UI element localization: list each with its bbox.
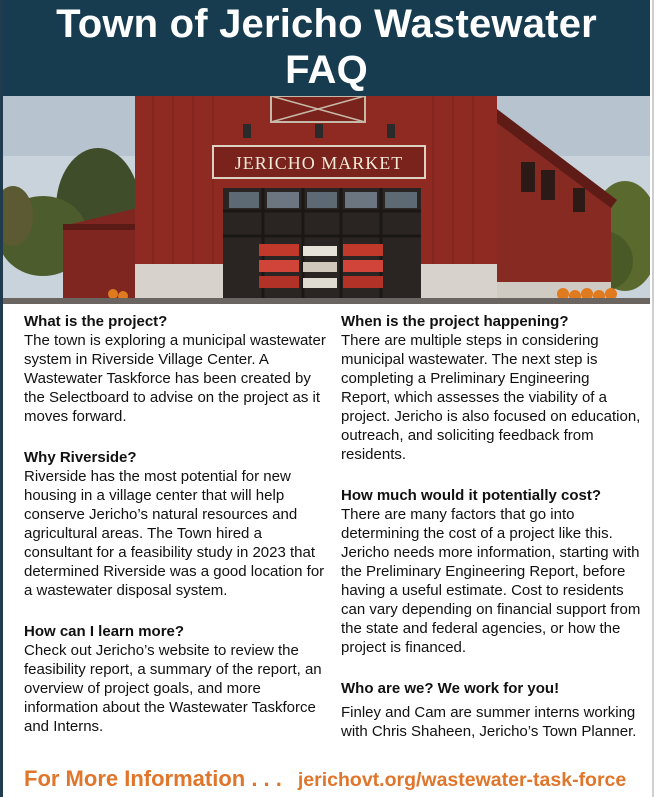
faq-answer: Riverside has the most potential for new housing in a village center that will help conserve Jericho’s natural resources and agricultural areas. The Town hired a consultant for a feasibility study in 2023 that determined Riverside was a good location for a wastewater disposal system. (24, 468, 325, 599)
website-link[interactable]: jerichovt.org/wastewater-task-force (297, 769, 627, 791)
faq-item (341, 679, 641, 741)
faq-item (24, 312, 326, 426)
jericho-market-photo (3, 96, 650, 304)
title-line-1: Town of Jericho Wastewater (56, 2, 597, 46)
faq-answer: There are many factors that go into determining the cost of a project like this. Jericho needs more information, starting with the Preliminary Engineering Report, before having a useful estimate. Cost to residents can vary depending on financial support from the state and federal agencies, or how the project is financed. (341, 506, 641, 656)
faq-question: When is the project happening? (341, 313, 569, 330)
faq-question: How much would it potentially cost? (341, 487, 602, 504)
footer (24, 764, 644, 796)
faq-question: Why Riverside? (24, 449, 137, 466)
faq-question: Who are we? We work for you! (341, 680, 560, 697)
title-line-2: FAQ (285, 48, 368, 92)
faq-answer: The town is exploring a municipal wastewater system in Riverside Village Center. A Wastewater Taskforce has been created by the Selectboard to advise on the project as it moves forward. (24, 332, 326, 425)
faq-answer: Finley and Cam are summer interns working with Chris Shaheen, Jericho’s Town Planner. (341, 704, 637, 740)
faq-answer: Check out Jericho’s website to review the feasibility report, a summary of the report, an overview of project goals, and more information about the Wastewater Taskforce and Interns. (24, 642, 322, 735)
faq-question: What is the project? (24, 313, 168, 330)
faq-question: How can I learn more? (24, 623, 185, 640)
faq-item (341, 312, 641, 464)
right-column (341, 312, 641, 763)
more-info-label: For More Information . . . (24, 766, 282, 791)
title-banner (3, 0, 650, 96)
faq-answer: There are multiple steps in considering municipal wastewater. The next step is completing a Preliminary Engineering Report, which assesses the viability of a project. Jericho is also focused on education, outreach, and soliciting feedback from residents. (341, 332, 641, 463)
market-sign-text: JERICHO MARKET (234, 153, 404, 173)
faq-item (24, 622, 326, 736)
faq-item (341, 486, 641, 657)
left-column (24, 312, 326, 758)
faq-item (24, 448, 326, 600)
